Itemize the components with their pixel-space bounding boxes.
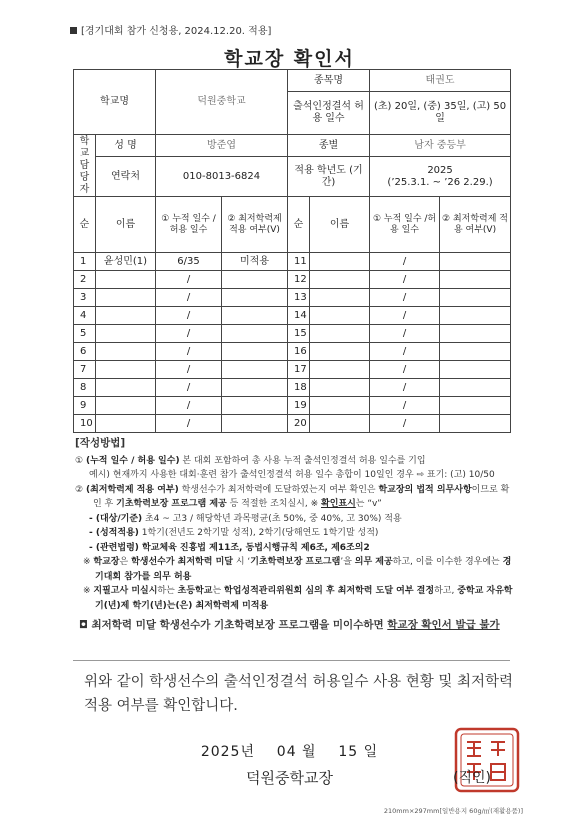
allowed-days-value: (초) 20일, (중) 35일, (고) 50일 (370, 92, 511, 135)
person-name-label: 성 명 (96, 135, 156, 157)
col-no: 순 (288, 197, 310, 253)
criteria-grades: - (성적적용) 1학기(전년도 2학기말 성적), 2학기(당해연도 1학기말 성적) (89, 528, 379, 538)
document-title: 학교장 확인서 (224, 48, 355, 70)
header-note: [경기대회 참가 신청용, 2024.12.20. 적용] (70, 22, 271, 37)
seal-mark: (직인) (453, 770, 491, 786)
instruction-1: ① (누적 일수 / 허용 일수) 본 대회 포함하여 총 사용 누적 출석인정결석 허용 일수를 기입 (75, 455, 426, 466)
remark-2: ※ 지필고사 미실시하는 초등학교는 학업성적관리위원회 심의 후 최저학력 도달 여부 결정하고, 중학교 자유학기(년)제 학기(년)는(은) 최저학력제 미적용 (83, 586, 513, 611)
table-row: 1 윤성민(1) 6/35 미적용 11 / (74, 253, 511, 271)
category-label: 종별 (288, 135, 370, 157)
criteria-target: - (대상/기준) 초4 ~ 고3 / 해당학년 과목평균(초 50%, 중 40%, 고 30%) 적용 (89, 513, 402, 524)
instruction-1-example: 예시) 현재까지 사용한 대회·훈련 참가 출석인정결석 허용 일수 총합이 10일인 경우 ⇨ 표기: (고) 10/50 (89, 470, 495, 480)
instruction-2: ② (최저학력제 적용 여부) 학생선수가 최저학력에 도달하였는지 여부 확인은 학교장의 법적 의무사항이므로 확인 후 기초학력보장 프로그램 제공 등 적절한 조치실시, ※ 확인표시는 “v” (75, 484, 510, 509)
instructions (75, 436, 515, 634)
table-row: 9 / 19 / (74, 397, 511, 415)
table-row: 6 / 16 / (74, 343, 511, 361)
school-name-value: 덕원중학교 (156, 70, 288, 135)
col-name: 이름 (310, 197, 370, 253)
confirmation-table (73, 69, 511, 433)
table-row: 8 / 18 / (74, 379, 511, 397)
allowed-days-label: 출석인정결석 허용 일수 (288, 92, 370, 135)
confirmation-statement: 위와 같이 학생선수의 출석인정결석 허용일수 사용 현황 및 최저학력 적용 여부를 확인합니다. (84, 674, 514, 714)
year-value: 2025 (’25.3.1. ~ ’26 2.29.) (370, 157, 511, 197)
criteria-law: - (관련법령) 학교체육 진흥법 제11조, 동법시행규칙 제6조, 제6조의2 (89, 542, 370, 553)
col-min-grade: ② 최저학력제 적용 여부(V) (440, 197, 511, 253)
year-label: 적용 학년도 (기간) (288, 157, 370, 197)
divider (73, 660, 510, 661)
col-days: ① 누적 일수 /허용 일수 (370, 197, 440, 253)
square-bullet-icon (70, 27, 77, 34)
table-row: 10 / 20 / (74, 415, 511, 433)
col-no: 순 (74, 197, 96, 253)
sport-value: 태권도 (370, 70, 511, 92)
col-min-grade: ② 최저학력제 적용 여부(V) (222, 197, 288, 253)
contact-value: 010-8013-6824 (156, 157, 288, 197)
person-name-value: 방준엽 (156, 135, 288, 157)
paper-spec: 210mm×297mm[일반용지 60g/㎡(재활용품)] (383, 807, 523, 815)
issue-date: 2025년 04 월 15 일 (200, 744, 379, 760)
signer-name: 덕원중학교장 (246, 769, 333, 787)
category-value: 남자 중등부 (370, 135, 511, 157)
instructions-title: [작성방법] (75, 437, 126, 449)
table-row: 5 / 15 / (74, 325, 511, 343)
table-row: 3 / 13 / (74, 289, 511, 307)
school-name-label: 학교명 (74, 70, 156, 135)
col-days: ① 누적 일수 /허용 일수 (156, 197, 222, 253)
table-row: 2 / 12 / (74, 271, 511, 289)
col-name: 이름 (96, 197, 156, 253)
remark-1: ※ 학교장은 학생선수가 최저학력 미달 시 ‘기초학력보장 프로그램’을 의무 제공하고, 이를 이수한 경우에는 경기대회 참가를 의무 허용 (83, 557, 512, 582)
important-note: ◘ 최저학력 미달 학생선수가 기초학력보장 프로그램을 미이수하면 학교장 확인서 발급 불가 (79, 619, 500, 631)
table-row: 4 / 14 / (74, 307, 511, 325)
note-bullet-icon: ◘ (79, 619, 88, 631)
contact-label: 연락처 (96, 157, 156, 197)
sport-label: 종목명 (288, 70, 370, 92)
manager-label: 학교 담당자 (74, 135, 96, 197)
table-row: 7 / 17 / (74, 361, 511, 379)
